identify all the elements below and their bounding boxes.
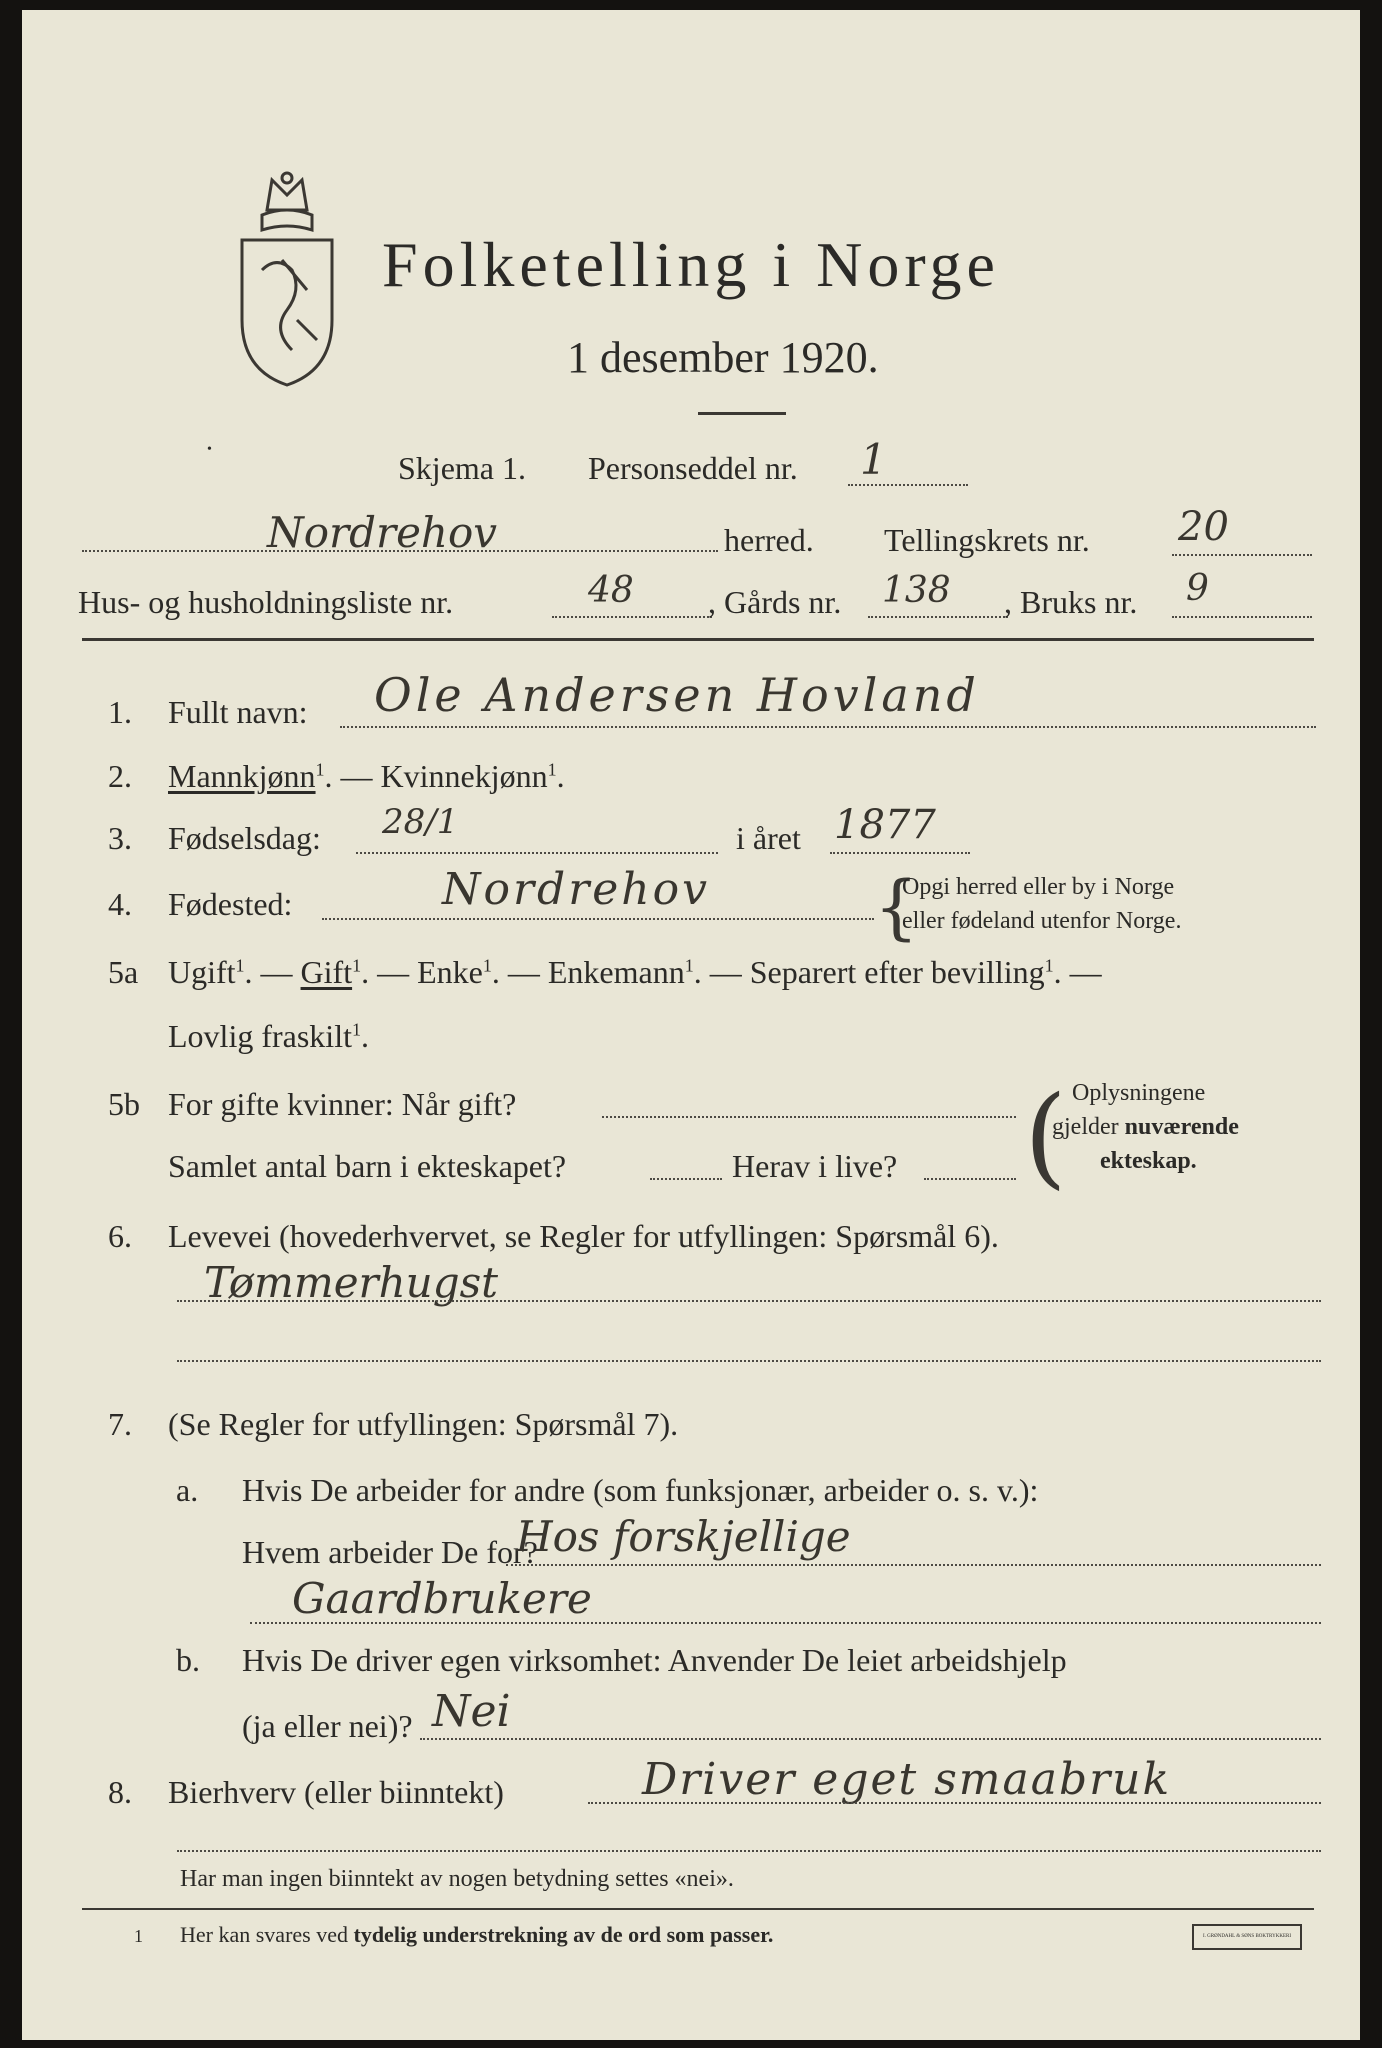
kvinnekjonn-option: Kvinnekjønn — [380, 758, 548, 794]
personseddel-label: Personseddel nr. — [588, 450, 798, 486]
bruks-value: 9 — [1186, 568, 1209, 609]
form-title: Folketelling i Norge — [382, 229, 1000, 300]
section-divider — [82, 638, 1314, 641]
kjonn-line: Mannkjønn$^1$. — Kvinnekjønn$^1$. — [168, 758, 565, 794]
i-live-label: Herav i live? — [732, 1148, 898, 1184]
tellingskrets-label: Tellingskrets nr. — [884, 522, 1090, 558]
bierhverv-value: Driver eget smaabruk — [642, 1754, 1172, 1805]
levevei-label: Levevei (hovederhvervet, se Regler for utfyllingen: Spørsmål 6). — [168, 1218, 999, 1254]
hus-label: Hus- og husholdningsliste nr. — [78, 584, 454, 620]
fraskilt-option: Lovlig fraskilt$^1$. — [168, 1018, 369, 1054]
fodselsdag-label: Fødselsdag: — [168, 820, 321, 856]
levevei-value: Tømmerhugst — [204, 1258, 499, 1307]
ja-nei-label: (ja eller nei)? — [242, 1708, 413, 1744]
ugift-option: Ugift — [168, 954, 236, 990]
fodested-note-1: Opgi herred eller by i Norge — [902, 874, 1175, 900]
leiet-arbeidshjelp-value: Nei — [432, 1686, 511, 1737]
oplysning-note-3: ekteskap. — [1100, 1148, 1197, 1174]
biinntekt-note: Har man ingen biinntekt av nogen betydning settes «nei». — [180, 1866, 734, 1892]
fodselsdag-value: 28/1 — [382, 802, 459, 842]
arbeidsgiver-value-2: Gaardbrukere — [292, 1574, 592, 1623]
census-form: Folketelling i Norge 1 desember 1920. • Skjema 1. Personseddel nr. 1 Nordrehov herred. Tellingskrets nr. 20 Hus- og husholdningsliste nr. 48 , Gårds nr. 138 , Bruks nr. 9 1. Fullt navn: Ole Andersen Hovland 2. Mannkjønn$^1$. — Kvinnekjønn$^1$. 3. Fødselsdag: 28/1 i året 1877 4. Fødested: Nordrehov { Opgi herred eller by i Norge eller fødeland utenfor Norge. 5a Ugift$^1$. — Gift$^1$. — Enke$^1$. — Enkemann$^1$. — Separert efter bevilling$^1$. — Lovlig fraskilt$^1$. 5b For gifte kvinner: Når gift? Samlet antal barn i ekteskapet? Herav i live? ( Oplysningene gjelder nuværende ekteskap. 6. Levevei (hovederhvervet, se Regler for utfyllingen: Spørsmål 6). Tømmerhugst 7. (Se Regler for utfyllingen: Spørsmål 7). a. Hvis De arbeider for andre (som funksjonær, arbeider o. s. v.): Hvem arbeider De for? Hos forskjellige Gaardbrukere b. Hvis De driver egen virksomhet: Anvender De leiet arbeidshjelp (ja eller nei)? Nei 8. Bierhverv (eller biinntekt) Driver eget smaabruk Har man ingen biinntekt av nogen betydning settes «nei». 1 Her kan svares ved tydelig understrekning av de ord som passer. I. GRØNDAHL & SØNS BOKTRYKKERI — [22, 10, 1360, 2040]
footnote: Her kan svares ved tydelig understrekning av de ord som passer. — [180, 1922, 774, 1947]
q7-label: (Se Regler for utfyllingen: Spørsmål 7). — [168, 1406, 679, 1442]
gards-label: , Gårds nr. — [708, 584, 842, 620]
printer-stamp: I. GRØNDAHL & SØNS BOKTRYKKERI — [1192, 1924, 1302, 1950]
bruks-label: , Bruks nr. — [1004, 584, 1138, 620]
antal-barn-label: Samlet antal barn i ekteskapet? — [168, 1148, 567, 1184]
fodested-label: Fødested: — [168, 886, 293, 922]
personseddel-value: 1 — [860, 435, 887, 484]
tellingskrets-value: 20 — [1178, 504, 1229, 550]
q7b-label: Hvis De driver egen virksomhet: Anvender De leiet arbeidshjelp — [242, 1642, 1067, 1678]
sivilstand-line: Ugift$^1$. — Gift$^1$. — Enke$^1$. — Enkemann$^1$. — Separert efter bevilling$^1$. — — [168, 954, 1102, 990]
naar-gift-label: For gifte kvinner: Når gift? — [168, 1086, 517, 1122]
hus-value: 48 — [588, 570, 634, 611]
year-value: 1877 — [834, 802, 936, 848]
herred-label: herred. — [724, 522, 814, 558]
hvem-arbeider-label: Hvem arbeider De for? — [242, 1534, 538, 1570]
fullt-navn-label: Fullt navn: — [168, 694, 308, 730]
bierhverv-label: Bierhverv (eller biinntekt) — [168, 1774, 504, 1810]
skjema-label: Skjema 1. — [398, 450, 526, 486]
coat-of-arms-icon — [232, 170, 342, 390]
mannkjonn-option: Mannkjønn — [168, 758, 316, 794]
fullt-navn-value: Ole Andersen Hovland — [374, 668, 980, 722]
dot-mark: • — [207, 442, 212, 457]
herred-value: Nordrehov — [267, 508, 497, 557]
q7a-label: Hvis De arbeider for andre (som funksjonær, arbeider o. s. v.): — [242, 1472, 1039, 1508]
footer-rule — [82, 1908, 1314, 1910]
oplysning-note-1: Oplysningene — [1072, 1080, 1206, 1106]
title-rule — [698, 412, 786, 415]
gards-value: 138 — [882, 570, 951, 611]
gift-option: Gift — [300, 954, 353, 990]
census-date: 1 desember 1920. — [567, 333, 879, 382]
oplysning-note-2: gjelder nuværende — [1052, 1114, 1239, 1140]
fodested-value: Nordrehov — [442, 864, 710, 915]
arbeidsgiver-value-1: Hos forskjellige — [516, 1512, 851, 1561]
year-label: i året — [736, 820, 801, 856]
fodested-note-2: eller fødeland utenfor Norge. — [902, 908, 1182, 934]
